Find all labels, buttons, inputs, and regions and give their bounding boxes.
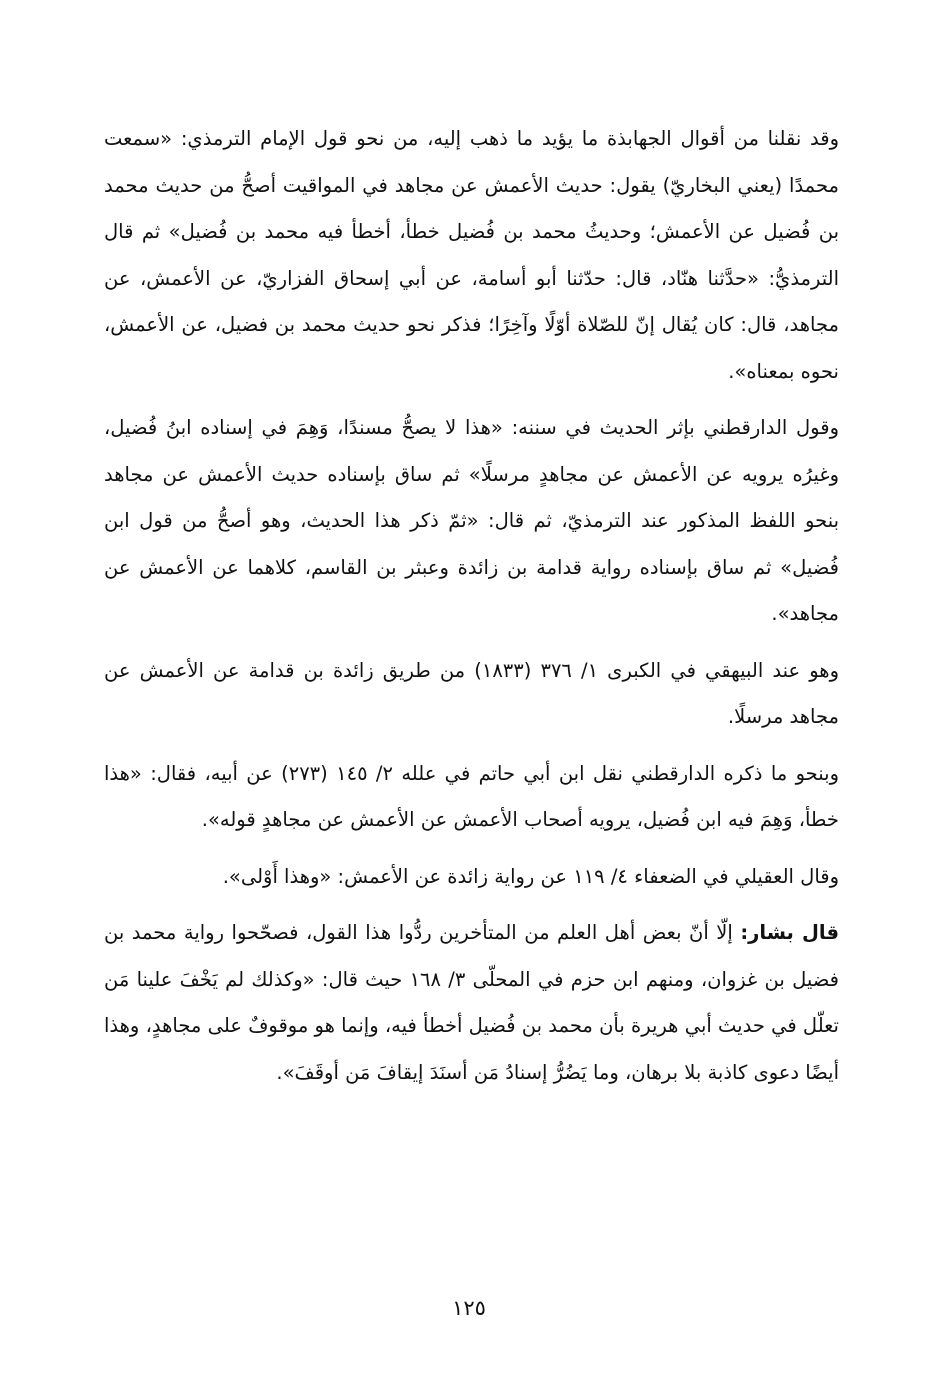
paragraph-3-text: وهو عند البيهقي في الكبرى ١/ ٣٧٦ (١٨٣٣) من طريق زائدة بن قدامة عن الأعمش عن مجاهد مرسلًا. bbox=[104, 658, 839, 728]
paragraph-5 bbox=[104, 854, 839, 901]
paragraph-6-text: إلّا أنّ بعض أهل العلم من المتأخرين ردُّوا هذا القول، فصحّحوا رواية محمد بن فضيل بن غزوان، ومنهم ابن حزم في المحلّى ٣/ ١٦٨ حيث قال: «وكذلك لم يَخْفَ علينا مَن تعلّل في حديث أبي هريرة بأن محمد بن فُضيل أخطأ فيه، وإنما هو موقوفٌ على مجاهدٍ، وهذا أيضًا دعوى كاذبة بلا برهان، وما يَضُرُّ إسنادُ مَن أسنَدَ إيقافَ مَن أوقَفَ». bbox=[104, 921, 839, 1084]
paragraph-1 bbox=[104, 116, 839, 395]
paragraph-4-text: وبنحو ما ذكره الدارقطني نقل ابن أبي حاتم في علله ٢/ ١٤٥ (٢٧٣) عن أبيه، فقال: «هذا خطأ، وَهِمَ فيه ابن فُضيل، يرويه أصحاب الأعمش عن الأعمش عن مجاهدٍ قوله». bbox=[104, 761, 839, 831]
paragraph-5-text: وقال العقيلي في الضعفاء ٤/ ١١٩ عن رواية زائدة عن الأعمش: «وهذا أَوْلى». bbox=[222, 864, 839, 888]
paragraph-3 bbox=[104, 648, 839, 741]
paragraph-1-text: وقد نقلنا من أقوال الجهابذة ما يؤيد ما ذهب إليه، من نحو قول الإمام الترمذي: «سمعت محمدًا (يعني البخاريّ) يقول: حديث الأعمش عن مجاهد في المواقيت أصحُّ من حديث محمد بن فُضيل عن الأعمش؛ وحديثُ محمد بن فُضيل خطأ، أخطأ فيه محمد بن فُضيل» ثم قال الترمذيُّ: «حدَّثنا هنّاد، قال: حدّثنا أبو أسامة، عن أبي إسحاق الفزاريّ، عن الأعمش، عن مجاهد، قال: كان يُقال إنّ للصّلاة أوّلًا وآخِرًا؛ فذكر نحو حديث محمد بن فضيل، عن الأعمش، نحوه بمعناه». bbox=[104, 127, 839, 383]
page-number: ١٢٥ bbox=[452, 1296, 486, 1320]
page-body bbox=[104, 116, 839, 1106]
paragraph-2 bbox=[104, 405, 839, 638]
paragraph-2-text: وقول الدارقطني بإثر الحديث في سننه: «هذا لا يصحُّ مسندًا، وَهِمَ في إسناده ابنُ فُضيل، وغيرُه يرويه عن الأعمش عن مجاهدٍ مرسلًا» ثم ساق بإسناده حديث الأعمش عن مجاهد بنحو اللفظ المذكور عند الترمذيّ، ثم قال: «ثمّ ذكر هذا الحديث، وهو أصحُّ من قول ابن فُضيل» ثم ساق بإسناده رواية قدامة بن زائدة وعبثر بن القاسم، كلاهما عن الأعمش عن مجاهد». bbox=[104, 416, 839, 625]
paragraph-4 bbox=[104, 751, 839, 844]
paragraph-6-lead: قال بشار: bbox=[740, 921, 839, 944]
paragraph-6 bbox=[104, 910, 839, 1096]
